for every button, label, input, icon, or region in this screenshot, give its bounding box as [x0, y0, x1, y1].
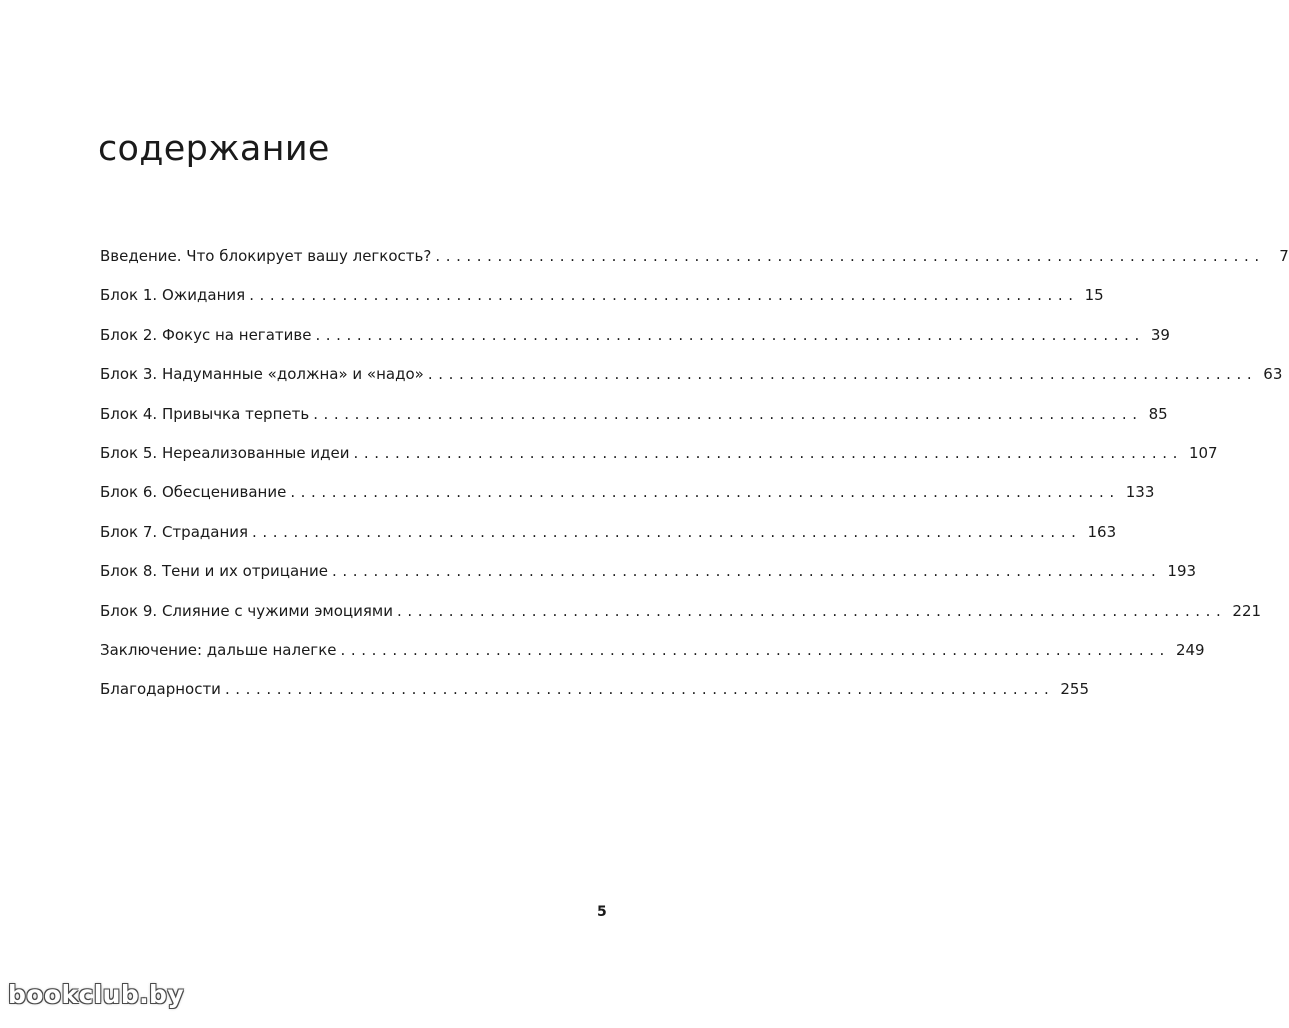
toc-entry-page-number: 107	[1188, 443, 1218, 462]
toc-entry-page-number: 39	[1150, 325, 1170, 344]
toc-dot-leader: ................................................................................	[315, 325, 1145, 344]
toc-entry-page-number: 221	[1232, 601, 1262, 620]
table-of-contents	[100, 246, 1289, 719]
toc-dot-leader: ................................................................................	[435, 247, 1265, 265]
toc-entry-block-9	[100, 601, 1262, 640]
toc-entry-block-1	[100, 285, 1104, 324]
toc-entry-label: Блок 9. Слияние с чужими эмоциями	[100, 601, 393, 620]
toc-entry-label: Блок 4. Привычка терпеть	[100, 404, 310, 423]
toc-entry-label: Блок 8. Тени и их отрицание	[100, 562, 328, 581]
toc-entry-label: Блок 6. Обесценивание	[100, 483, 287, 502]
toc-entry-page-number: 249	[1175, 640, 1205, 659]
toc-dot-leader: ................................................................................	[290, 483, 1120, 502]
toc-entry-page-number: 85	[1148, 404, 1168, 423]
toc-entry-page-number: 255	[1060, 680, 1090, 699]
toc-dot-leader: ................................................................................	[353, 443, 1183, 462]
toc-entry-label: Блок 7. Страдания	[100, 522, 249, 541]
toc-entry-block-2	[100, 325, 1170, 364]
toc-entry-introduction	[100, 246, 1289, 285]
toc-entry-block-3	[100, 364, 1283, 403]
page-title: содержание	[98, 129, 330, 169]
toc-entry-page-number: 133	[1125, 483, 1155, 502]
toc-entry-page-number: 63	[1263, 365, 1283, 384]
toc-entry-acknowledgements	[100, 679, 1090, 718]
toc-entry-block-5	[100, 443, 1218, 482]
toc-entry-page-number: 7	[1279, 247, 1289, 265]
toc-dot-leader: ................................................................................	[313, 404, 1143, 423]
toc-entry-label: Заключение: дальше налегке	[100, 640, 337, 659]
toc-entry-block-6	[100, 482, 1155, 521]
toc-dot-leader: ................................................................................	[396, 601, 1227, 620]
toc-entry-conclusion	[100, 640, 1205, 679]
toc-entry-page-number: 15	[1084, 286, 1104, 305]
toc-entry-label: Введение. Что блокирует вашу легкость?	[100, 247, 432, 265]
watermark-logo: bookclub.by	[8, 980, 185, 1009]
page-number: 5	[597, 904, 607, 920]
toc-entry-page-number: 163	[1087, 522, 1117, 541]
toc-dot-leader: ................................................................................	[331, 562, 1162, 581]
toc-dot-leader: ................................................................................	[427, 365, 1258, 384]
toc-dot-leader: ................................................................................	[224, 680, 1055, 699]
toc-entry-label: Блок 3. Надуманные «должна» и «надо»	[100, 365, 424, 384]
toc-entry-page-number: 193	[1167, 562, 1197, 581]
toc-entry-label: Благодарности	[100, 680, 221, 699]
toc-entry-block-8	[100, 561, 1197, 600]
toc-entry-label: Блок 2. Фокус на негативе	[100, 325, 312, 344]
toc-entry-block-4	[100, 404, 1168, 443]
toc-dot-leader: ................................................................................	[340, 640, 1170, 659]
toc-dot-leader: ................................................................................	[252, 522, 1082, 541]
toc-entry-label: Блок 5. Нереализованные идеи	[100, 443, 350, 462]
toc-entry-block-7	[100, 522, 1117, 561]
toc-entry-label: Блок 1. Ожидания	[100, 286, 246, 305]
toc-dot-leader: ................................................................................	[249, 286, 1079, 305]
